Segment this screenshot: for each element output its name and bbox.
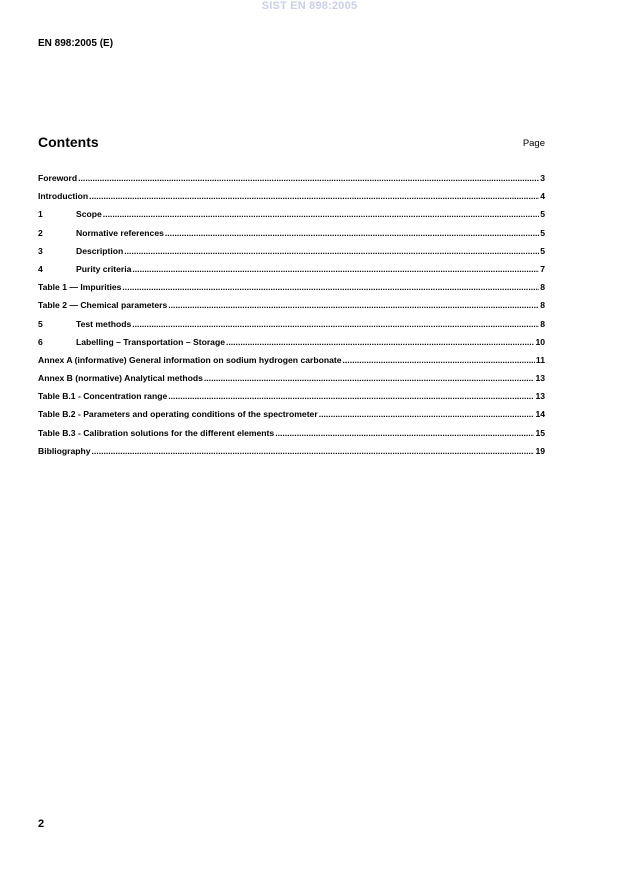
toc-dot-leader: [124, 246, 539, 256]
toc-entry-title: Test methods: [76, 318, 132, 329]
toc-entry-page: 15: [535, 427, 545, 438]
document-identifier: EN 898:2005 (E): [38, 38, 114, 49]
toc-entry-page: 5: [540, 245, 545, 256]
toc-entry-title: Scope: [76, 209, 102, 220]
toc-entry-title: Table B.2 - Parameters and operating conditions of the spectrometer: [38, 409, 318, 420]
toc-entry-title: Labelling – Transportation – Storage: [76, 336, 225, 347]
toc-entry-page: 8: [540, 300, 545, 311]
toc-entry-page: 10: [535, 336, 545, 347]
toc-dot-leader: [168, 391, 534, 401]
toc-entry-page: 11: [535, 354, 545, 365]
page-column-label: Page: [522, 138, 545, 149]
toc-entry[interactable]: [38, 319, 545, 337]
watermark: SIST EN 898:2005: [261, 0, 358, 12]
toc-entry[interactable]: [38, 300, 545, 318]
toc-entry[interactable]: [38, 282, 545, 300]
toc-dot-leader: [122, 282, 539, 292]
toc-entry-page: 5: [540, 209, 545, 220]
toc-entry-page: 7: [540, 263, 545, 274]
toc-entry-page: 8: [540, 318, 545, 329]
contents-heading: Contents: [38, 134, 99, 150]
toc-entry-title: Normative references: [76, 227, 164, 238]
toc-entry-title: Table B.3 - Calibration solutions for the different elements: [38, 427, 275, 438]
toc-entry-title: Annex B (normative) Analytical methods: [38, 373, 203, 384]
toc-entry-page: 13: [535, 373, 545, 384]
toc-entry-page: 3: [540, 173, 545, 183]
toc-entry[interactable]: [38, 428, 545, 446]
toc-entry[interactable]: [38, 228, 545, 246]
toc-entry[interactable]: [38, 391, 545, 409]
toc-entry-title: Purity criteria: [76, 263, 132, 274]
toc-dot-leader: [343, 355, 535, 365]
toc-entry-page: 13: [535, 391, 545, 402]
toc-entry-title: Table 1 — Impurities: [38, 282, 122, 293]
toc-entry-title: Annex A (informative) General information on sodium hydrogen carbonate: [38, 354, 342, 365]
toc-entry-number: 3: [38, 245, 43, 256]
toc-entry[interactable]: [38, 446, 545, 464]
toc-dot-leader: [132, 319, 539, 329]
toc-dot-leader: [103, 209, 539, 219]
toc-dot-leader: [78, 173, 539, 183]
toc-entry[interactable]: [38, 246, 545, 264]
toc-entry-title: Description: [76, 245, 124, 256]
toc-entry-title: Foreword: [38, 173, 78, 183]
toc-entry-number: 1: [38, 209, 43, 220]
toc-entry-title: Bibliography: [38, 445, 91, 456]
toc-entry-title: Introduction: [38, 191, 89, 202]
toc-dot-leader: [204, 373, 535, 383]
toc-dot-leader: [165, 228, 539, 238]
toc-entry[interactable]: [38, 209, 545, 227]
toc-entry-title: Table B.1 - Concentration range: [38, 391, 168, 402]
toc-dot-leader: [89, 191, 539, 201]
toc-entry-page: 5: [540, 227, 545, 238]
toc-entry[interactable]: [38, 264, 545, 282]
toc-dot-leader: [92, 446, 535, 456]
page-number: 2: [38, 818, 45, 830]
toc-entry-page: 8: [540, 282, 545, 293]
toc-entry-page: 14: [535, 409, 545, 420]
toc-entry-page: 19: [535, 445, 545, 456]
toc-dot-leader: [168, 300, 539, 310]
toc-entry-title: Table 2 — Chemical parameters: [38, 300, 168, 311]
toc-entry-number: 5: [38, 318, 43, 329]
toc-entry[interactable]: [38, 191, 545, 209]
toc-entry[interactable]: [38, 173, 545, 191]
toc-dot-leader: [132, 264, 539, 274]
toc-entry-number: 4: [38, 263, 43, 274]
toc-entry[interactable]: [38, 373, 545, 391]
toc-dot-leader: [275, 428, 534, 438]
toc-entry[interactable]: [38, 337, 545, 355]
toc-entry-number: 6: [38, 336, 43, 347]
toc-dot-leader: [319, 409, 535, 419]
table-of-contents: [38, 173, 545, 464]
toc-dot-leader: [226, 337, 534, 347]
toc-entry-page: 4: [540, 191, 545, 202]
toc-entry[interactable]: [38, 355, 545, 373]
toc-entry-number: 2: [38, 227, 43, 238]
toc-entry[interactable]: [38, 409, 545, 427]
